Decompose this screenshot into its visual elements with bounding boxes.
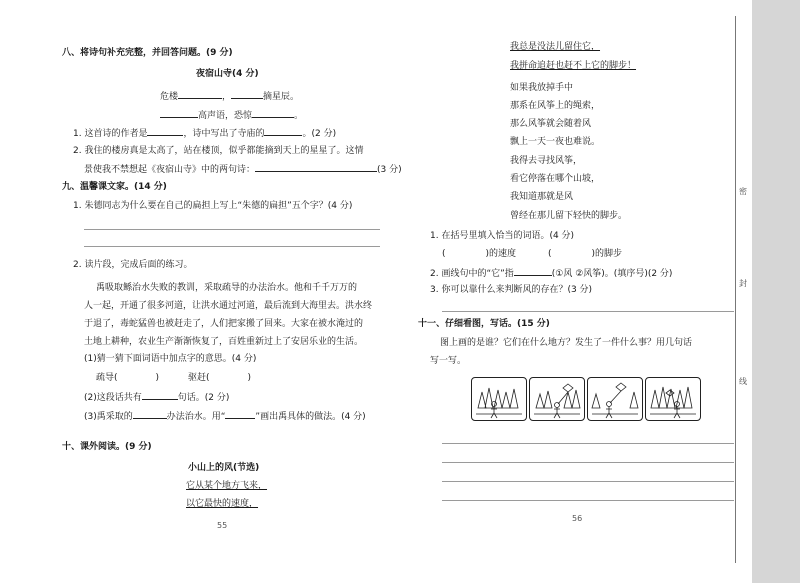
picture-panel-3 — [587, 377, 643, 421]
right-question-2 — [430, 266, 672, 280]
blank[interactable] — [133, 409, 167, 419]
section-8-title: 八、将诗句补充完整，并回答问题。(9 分) — [62, 48, 233, 58]
wind-poem-line-4: 我拼命追赶也赶不上它的脚步！ — [510, 61, 637, 71]
subquestion-1: (1)猜一猜下面词语中加点字的意思。(4 分) — [84, 354, 257, 364]
poem-line-2-part-c: 。 — [294, 111, 304, 121]
page-number-left: 55 — [217, 521, 228, 530]
blank[interactable] — [514, 266, 552, 276]
blank[interactable] — [264, 126, 302, 136]
page-number-right: 56 — [572, 514, 583, 523]
fill-step-label: )的脚步 — [591, 249, 623, 259]
blank[interactable] — [147, 126, 183, 136]
section-11-title: 十一、仔细看图，写话。(15 分) — [418, 319, 550, 329]
subquestion-3-text-c: ”画出禹具体的做法。(4 分) — [255, 412, 366, 422]
binding-divider-line — [735, 16, 736, 563]
q2-text-c: (3 分) — [377, 165, 402, 175]
answer-line[interactable] — [84, 229, 380, 230]
fill-step — [548, 248, 622, 260]
binding-margin-bar — [752, 0, 800, 583]
passage-line-1: 禹吸取鲧治水失败的教训，采取疏导的办法治水。他和千千万万的 — [96, 283, 358, 293]
q2-right-text-b: (①风 ②风筝)。(填序号)(2 分) — [551, 269, 673, 279]
section-11-prompt-2: 写一写。 — [430, 356, 467, 366]
fill-step-open: ( — [548, 249, 552, 259]
right-question-3: 3. 你可以靠什么来判断风的存在？(3 分) — [430, 285, 593, 295]
wind-poem-line-7: 那么风筝就会随着风 — [510, 119, 592, 129]
wind-poem-line-6: 那系在风筝上的绳索， — [510, 101, 601, 111]
section-9-title: 九、温馨课文家。(14 分) — [62, 182, 167, 192]
picture-panel-4 — [645, 377, 701, 421]
wind-poem-line-12: 曾经在那儿留下轻快的脚步。 — [510, 211, 628, 221]
kite-in-tree-icon — [646, 378, 700, 420]
section-9-question-2: 2. 读片段，完成后面的练习。 — [73, 260, 193, 270]
poem-line-1 — [160, 89, 299, 103]
passage-line-4: 土地上耕种，农业生产渐渐恢复了，百姓重新过上了安居乐业的生活。 — [84, 337, 364, 347]
subquestion-3 — [84, 409, 366, 423]
word-shudao-label: 疏导( — [96, 373, 118, 383]
wind-poem-line-3: 我总是没法儿留住它， — [510, 42, 601, 52]
passage-line-3: 于退了，毒蛇猛兽也被赶走了，人们把家搬了回来。大家在被水淹过的 — [84, 319, 364, 329]
section-8-question-1 — [73, 126, 336, 140]
blank[interactable] — [225, 409, 255, 419]
fill-speed-open: ( — [442, 249, 446, 259]
subquestion-3-text-a: (3)禹采取的 — [84, 412, 133, 422]
subquestion-3-text-b: 办法治水。用“ — [166, 412, 226, 422]
answer-line[interactable] — [84, 246, 380, 247]
writing-line[interactable] — [442, 443, 734, 444]
blank[interactable] — [142, 390, 178, 400]
writing-line[interactable] — [442, 462, 734, 463]
picture-panel-2 — [529, 377, 585, 421]
q2-right-text-a: 2. 画线句中的“它”指 — [430, 269, 514, 279]
word-shudao — [96, 372, 159, 384]
wind-poem-line-11: 我知道那就是风 — [510, 192, 574, 202]
blank[interactable] — [178, 89, 222, 99]
section-8-question-2: 2. 我住的楼房真是太高了，站在楼顶，似乎都能摘到天上的星星了。这情 — [73, 146, 364, 156]
word-qugan-label: 驱赶( — [188, 373, 210, 383]
word-qugan — [188, 372, 251, 384]
blank[interactable] — [231, 89, 263, 99]
writing-line[interactable] — [442, 500, 734, 501]
wind-poem-line-5: 如果我放掉手中 — [510, 83, 574, 93]
answer-line[interactable] — [442, 311, 734, 312]
section-11-prompt-1: 图上画的是谁？它们在什么地方？发生了一件什么事？用几句话 — [440, 338, 693, 348]
section-8-question-2-cont — [84, 162, 402, 176]
subquestion-2-text-b: 句话。(2 分) — [177, 393, 230, 403]
wind-poem-line-8: 飘上一天一夜也难说。 — [510, 137, 601, 147]
wind-poem-line-9: 我得去寻找风筝， — [510, 156, 583, 166]
poem-line-1-part-a: 危楼 — [160, 92, 179, 102]
passage-line-2: 人一起，开通了很多河道，让洪水通过河道，最后流到大海里去。洪水终 — [84, 301, 373, 311]
poem-line-2 — [160, 108, 303, 122]
wind-poem-line-10: 看它停落在哪个山坡， — [510, 174, 601, 184]
poem-line-1-part-c: 摘星辰。 — [263, 92, 300, 102]
subquestion-2 — [84, 390, 229, 404]
margin-char-mi: 密 — [739, 187, 747, 196]
q1-text-c: 。(2 分) — [302, 129, 337, 139]
picture-panel-1 — [471, 377, 527, 421]
blank[interactable] — [252, 108, 294, 118]
word-qugan-close: ) — [247, 373, 252, 383]
poem-title-yesushansi: 夜宿山寺(4 分) — [196, 69, 259, 79]
kite-wind-icon — [530, 378, 584, 420]
poem-line-1-part-b: ， — [222, 92, 232, 102]
q2-text-b: 景使我不禁想起《夜宿山寺》中的两句诗： — [84, 165, 256, 175]
poem-line-2-part-b: 高声语，恐惊 — [198, 111, 253, 121]
trees-scene-icon — [472, 378, 526, 420]
q1-text-b: ，诗中写出了寺庙的 — [183, 129, 265, 139]
q1-text-a: 1. 这首诗的作者是 — [73, 129, 148, 139]
subquestion-2-text-a: (2)这段话共有 — [84, 393, 142, 403]
fill-speed — [442, 248, 516, 260]
wind-poem-line-1: 它从某个地方飞来， — [186, 481, 268, 491]
right-question-1: 1. 在括号里填入恰当的词语。(4 分) — [430, 231, 575, 241]
wind-poem-line-2: 以它最快的速度， — [186, 499, 259, 509]
blank[interactable] — [160, 108, 198, 118]
section-9-question-1: 1. 朱德同志为什么要在自己的扁担上写上“朱德的扁担”五个字？(4 分) — [73, 201, 353, 211]
poem-title-wind: 小山上的风(节选) — [188, 463, 260, 473]
kite-flying-icon — [588, 378, 642, 420]
fill-speed-label: )的速度 — [485, 249, 517, 259]
margin-char-feng: 封 — [739, 279, 747, 288]
writing-line[interactable] — [442, 481, 734, 482]
margin-char-xian: 线 — [739, 377, 747, 386]
word-shudao-close: ) — [155, 373, 160, 383]
blank[interactable] — [255, 162, 377, 172]
section-10-title: 十、课外阅读。(9 分) — [62, 442, 152, 452]
